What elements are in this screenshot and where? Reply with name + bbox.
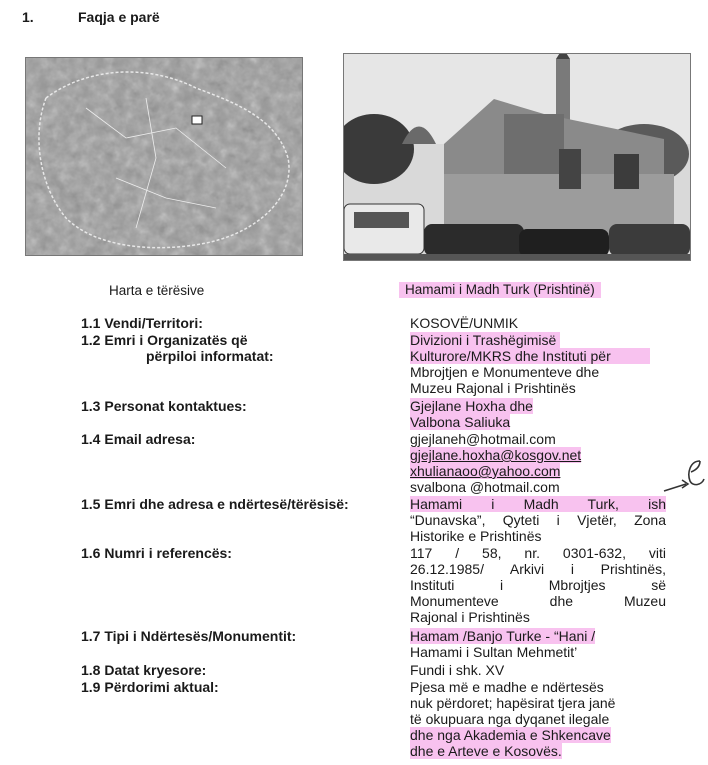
email-line: xhulianaoo@yahoo.com [410,463,561,479]
organization-line: Muzeu Rajonal i Prishtinës [410,380,576,396]
organization-line: Kulturore/MKRS dhe Instituti për [410,348,650,364]
key-date-value: Fundi i shk. XV [410,662,505,678]
current-use-line: Pjesa më e madhe e ndërtesës [410,679,604,695]
field-label-contacts: 1.3 Personat kontaktues: [81,398,247,414]
map-illustration [26,58,302,255]
field-label-email: 1.4 Email adresa: [81,431,196,447]
email-line: gjejlaneh@hotmail.com [410,431,556,447]
building-photo [343,53,691,261]
building-type-line: Hamami i Sultan Mehmetit’ [410,644,578,660]
address-line: “Dunavska”, Qyteti i Vjetër, Zona [410,512,666,528]
address-line: Hamami i Madh Turk, ish [410,496,666,512]
photo-caption: Hamami i Madh Turk (Prishtinë) [399,282,601,298]
field-label-reference: 1.6 Numri i referencës: [81,545,232,561]
contact-line: Gjejlane Hoxha dhe [410,398,533,414]
section-title: Faqja e parë [78,9,160,25]
field-label-organization: 1.2 Emri i Organizatës që [81,332,248,348]
reference-line: Monumenteve dhe Muzeu [410,593,666,609]
field-label-location: 1.1 Vendi/Territori: [81,315,203,331]
section-number: 1. [22,9,34,25]
building-type-line: Hamam /Banjo Turke - “Hani / [410,628,596,644]
field-label-organization-cont: përpiloi informatat: [146,348,274,364]
current-use-line: nuk përdoret; hapësirat tjera janë [410,695,616,711]
organization-line: Divizioni i Trashëgimisë [410,332,560,348]
reference-line: Rajonal i Prishtinës [410,609,530,625]
current-use-line: të okupuara nga dyqanet ilegale [410,711,610,727]
contact-line: Valbona Saliuka [410,414,511,430]
handwritten-mark-icon [660,455,708,500]
map-caption: Harta e tërësive [109,283,205,298]
current-use-line: dhe nga Akademia e Shkencave [410,727,611,743]
email-line: svalbona @hotmail.com [410,479,560,495]
field-label-building-type: 1.7 Tipi i Ndërtesës/Monumentit: [81,628,297,644]
map-image [25,57,303,256]
field-value-location: KOSOVË/UNMIK [410,315,519,331]
building-illustration [344,54,690,260]
address-line: Historike e Prishtinës [410,528,542,544]
reference-line: 26.12.1985/ Arkivi i Prishtinës, [410,561,666,577]
organization-line: Mbrojtjen e Monumenteve dhe [410,364,600,380]
field-label-name-address: 1.5 Emri dhe adresa e ndërtesë/tërësisë: [81,496,349,512]
field-label-current-use: 1.9 Përdorimi aktual: [81,679,219,695]
reference-line: 117 / 58, nr. 0301-632, viti [410,545,666,561]
field-label-key-dates: 1.8 Datat kryesore: [81,662,207,678]
reference-line: Instituti i Mbrojtjes së [410,577,666,593]
current-use-line: dhe e Arteve e Kosovës. [410,743,562,759]
email-line: gjejlane.hoxha@kosgov.net [410,447,582,463]
